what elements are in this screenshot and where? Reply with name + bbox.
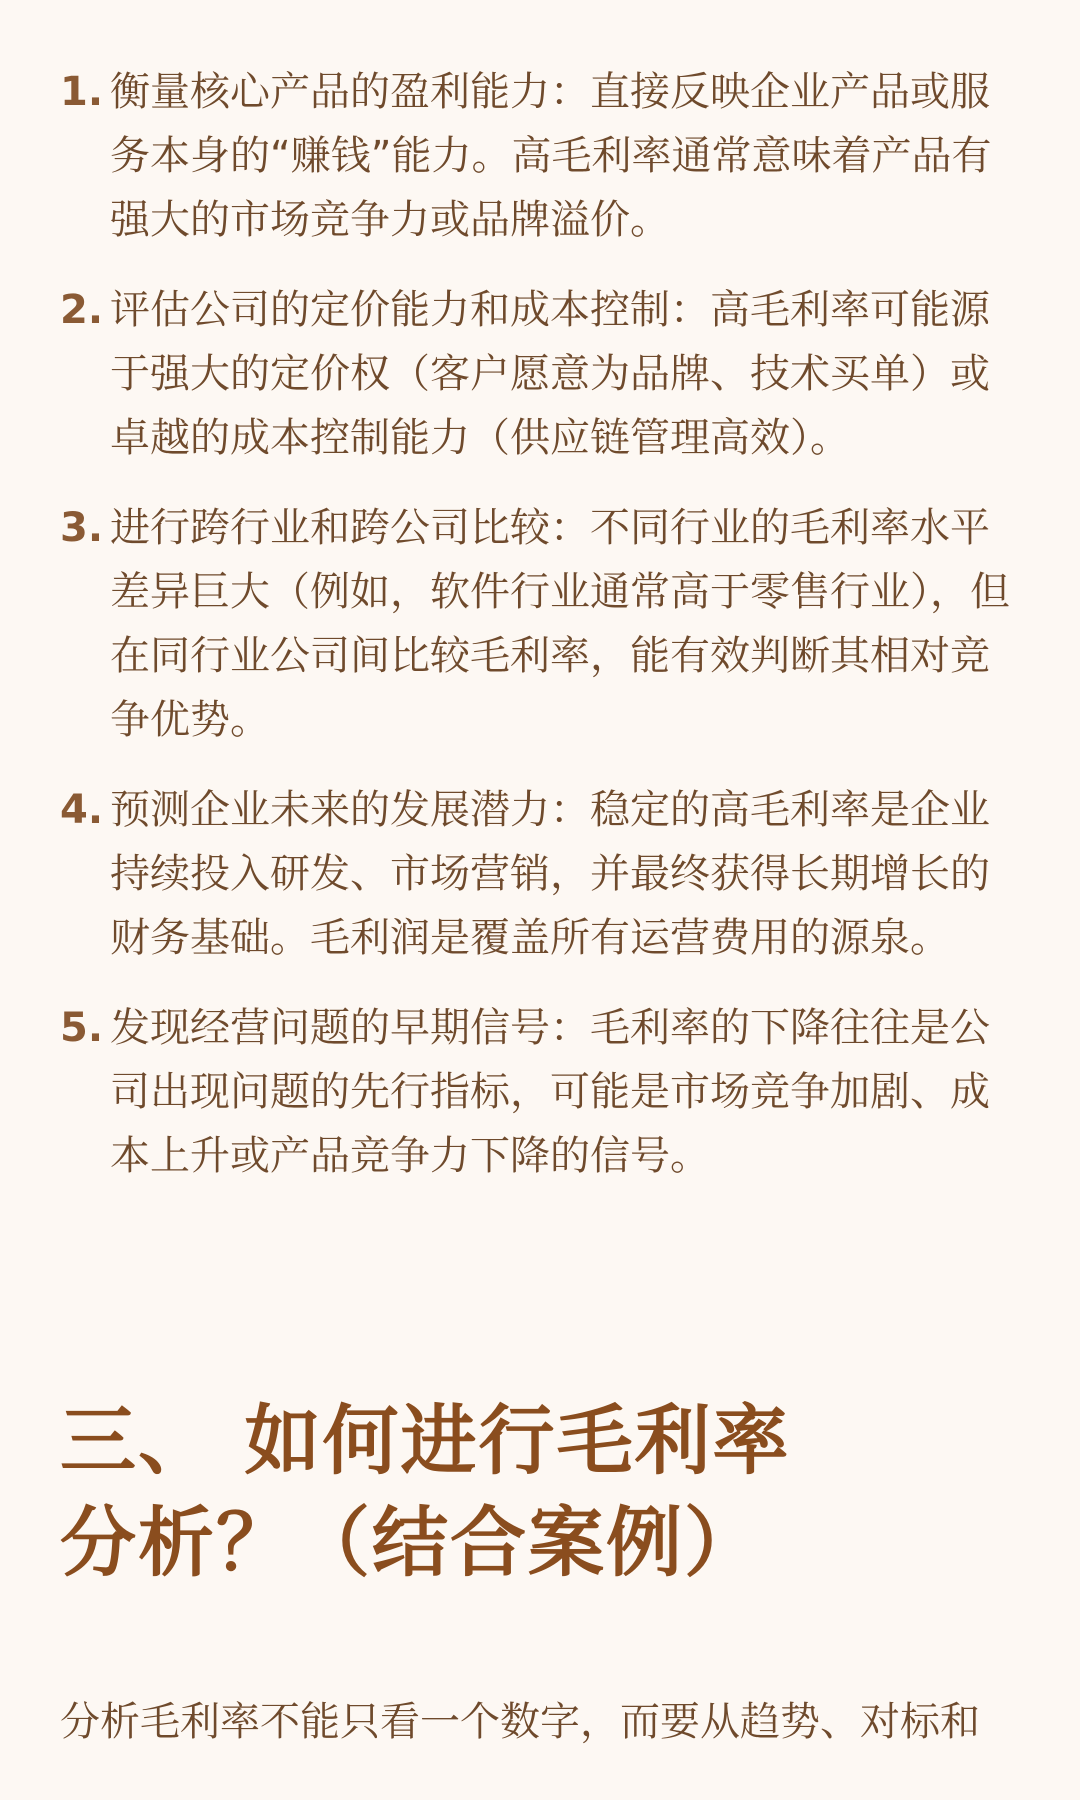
list-item-number: 3. [60,505,104,551]
list-item-number: 5. [60,1005,104,1051]
list-item [60,60,1020,252]
list-item-text: 预测企业未来的发展潜力：稳定的高毛利率是企业持续投入研发、市场营销，并最终获得长期增长的财务基础。毛利润是覆盖所有运营费用的源泉。 [110,787,990,961]
list-item [60,778,1020,970]
numbered-list [60,60,1020,1214]
list-item-text: 评估公司的定价能力和成本控制：高毛利率可能源于强大的定价权（客户愿意为品牌、技术买单）或卓越的成本控制能力（供应链管理高效）。 [110,287,990,461]
section-intro-paragraph: 分析毛利率不能只看一个数字，而要从趋势、对标和 [60,1699,980,1745]
list-item-number: 2. [60,287,104,333]
list-item-number: 1. [60,69,104,115]
list-item [60,996,1020,1188]
list-item-text: 发现经营问题的早期信号：毛利率的下降往往是公司出现问题的先行指标，可能是市场竞争加剧、成本上升或产品竞争力下降的信号。 [110,1005,990,1179]
list-item-text: 衡量核心产品的盈利能力：直接反映企业产品或服务本身的“赚钱”能力。高毛利率通常意味着产品有强大的市场竞争力或品牌溢价。 [110,69,992,243]
list-item [60,496,1020,752]
section-heading: 三、 如何进行毛利率分析？（结合案例） [60,1396,791,1587]
list-item-text: 进行跨行业和跨公司比较：不同行业的毛利率水平差异巨大（例如，软件行业通常高于零售行业），但在同行业公司间比较毛利率，能有效判断其相对竞争优势。 [110,505,1010,743]
list-item-number: 4. [60,787,104,833]
list-item [60,278,1020,470]
